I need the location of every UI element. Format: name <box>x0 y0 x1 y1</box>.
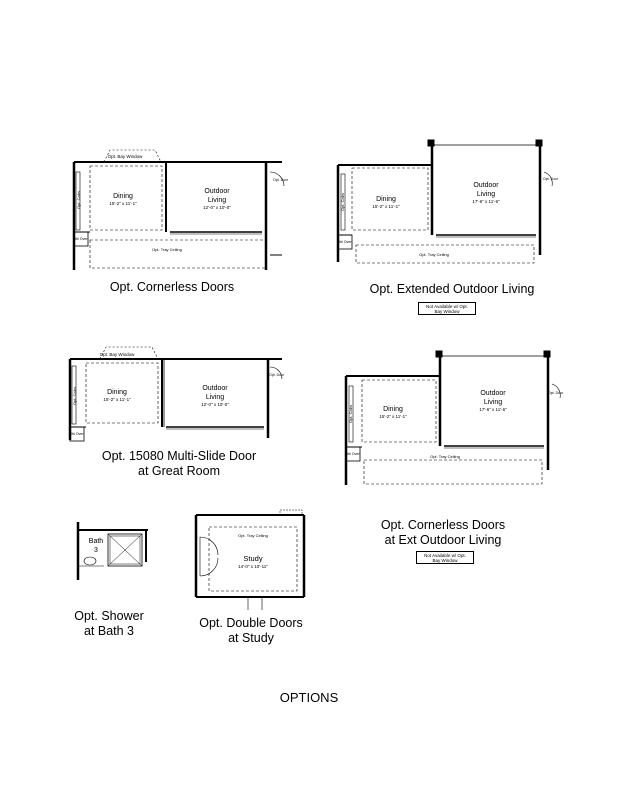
plan2-door-label: Opt. Door <box>543 177 559 181</box>
note-line: Bay Window <box>434 309 460 314</box>
plan2-outdoor-label: Outdoor <box>473 182 499 189</box>
caption-line: Opt. Double Doors <box>199 616 303 630</box>
plan2-dining-dims: 15'-2" x 11'-1" <box>372 204 400 209</box>
plan1-dining-dims: 15'-2" x 11'-1" <box>109 201 137 206</box>
plan4-dining-label: Dining <box>383 406 403 413</box>
plan4-outdoor-dims: 17'-6" x 11'-6" <box>479 407 507 412</box>
caption-shower-bath-3 <box>66 609 152 639</box>
plan6-study-dims: 14'-0" x 10'-11" <box>238 564 268 569</box>
caption-cornerless-ext-outdoor <box>374 518 512 548</box>
plan2-cabs-label: Opt. Cabs <box>340 192 345 212</box>
caption-line: Opt. Cornerless Doors <box>380 518 506 532</box>
plan3-outdoor-label: Outdoor <box>202 385 228 392</box>
plan3-living-label: Living <box>205 394 225 401</box>
caption-double-doors-study <box>194 616 308 646</box>
plan4-cabs-label: Opt. Cabs <box>348 404 353 424</box>
plan5-bath-number: 3 <box>94 547 98 554</box>
plan1-cabs-label: Opt. Cabs <box>76 190 81 210</box>
plan4-living-label: Living <box>483 399 503 406</box>
plan2-tray-label: Opt. Tray Ceiling <box>419 252 449 257</box>
plan-shower-bath-3 <box>78 522 148 580</box>
caption-cornerless-doors <box>100 280 244 295</box>
caption-extended-outdoor-living <box>362 282 542 297</box>
plan4-dining-dims: 15'-2" x 11'-1" <box>379 414 407 419</box>
plan1-door-label: Opt. Door <box>273 178 289 182</box>
caption-line: at Ext Outdoor Living <box>384 533 502 547</box>
caption-multi-slide-door <box>96 449 262 479</box>
caption-line: at Great Room <box>138 464 220 478</box>
plan-cornerless-ext-outdoor <box>346 351 560 485</box>
note-not-available-bay-window <box>418 302 476 315</box>
plan1-dining-label: Dining <box>113 193 133 200</box>
caption-line: Opt. Cornerless Doors <box>109 280 235 294</box>
plan3-door-label: Opt. Door <box>269 373 285 377</box>
plan3-dining-dims: 15'-2" x 11'-1" <box>103 397 131 402</box>
plan-extended-outdoor-living <box>338 140 552 263</box>
note-line: Not Available w/ Opt. <box>426 304 468 309</box>
plan-multi-slide-door <box>70 347 282 441</box>
note-line: Bay Window <box>432 558 458 563</box>
plan1-tray-label: Opt. Tray Ceiling <box>152 247 182 252</box>
plan2-dining-label: Dining <box>376 196 396 203</box>
plan4-outdoor-label: Outdoor <box>480 390 506 397</box>
note-not-available-bay-window <box>416 551 474 564</box>
plan4-tray-label: Opt. Tray Ceiling <box>430 454 460 459</box>
plan3-dining-label: Dining <box>107 389 127 396</box>
plan4-oven-label: Dbl Oven <box>345 452 361 456</box>
plan2-living-label: Living <box>476 191 496 198</box>
caption-line: Opt. Shower <box>74 609 144 623</box>
caption-line: Opt. 15080 Multi-Slide Door <box>101 449 257 463</box>
page-footer-title: OPTIONS <box>279 690 339 705</box>
plan3-outdoor-dims: 12'-0" x 10'-0" <box>201 402 229 407</box>
plan3-bay-label: Opt. Bay Window <box>99 352 135 357</box>
plan1-oven-label: Dbl Oven <box>73 237 89 241</box>
plan4-door-label: Opt. Door <box>548 391 564 395</box>
plan3-oven-label: Dbl Oven <box>69 432 85 436</box>
note-line: Not Available w/ Opt. <box>424 553 466 558</box>
caption-line: at Bath 3 <box>83 624 135 638</box>
caption-line: at Study <box>228 631 274 645</box>
plan1-bay-label: Opt. Bay Window <box>107 154 143 159</box>
caption-line: Opt. Extended Outdoor Living <box>369 282 535 296</box>
plan3-cabs-label: Opt. Cabs <box>72 386 77 406</box>
plan2-oven-label: Dbl Oven <box>337 240 353 244</box>
plan6-tray-label: Opt. Tray Ceiling <box>238 533 268 538</box>
plan2-outdoor-dims: 17'-6" x 11'-6" <box>472 199 500 204</box>
plan1-outdoor-dims: 12'-0" x 10'-0" <box>203 205 231 210</box>
plan-cornerless-doors <box>74 150 284 270</box>
plan1-outdoor-label: Outdoor <box>204 188 230 195</box>
plan1-living-label: Living <box>207 197 227 204</box>
plan5-bath-label: Bath <box>88 538 104 545</box>
plan6-study-label: Study <box>243 554 263 563</box>
